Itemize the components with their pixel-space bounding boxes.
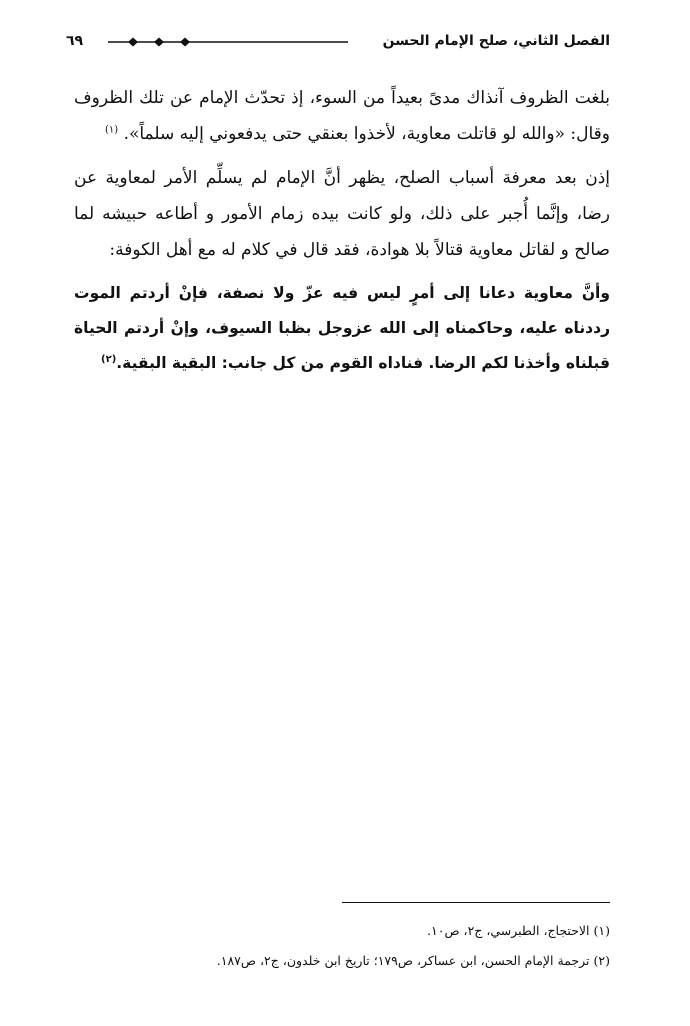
footnote-ref-1: (١) [104,124,119,136]
main-text [74,80,610,381]
paragraph-1-text: بلغت الظروف آنذاك مدىً بعيداً من السوء، إذ تحدّث الإمام عن تلك الظروف وقال: «والله لو قاتلت معاوية، لأخذوا بعنقي حتى يدفعوني إليه سلماً». [74,88,610,144]
footnotes [74,916,610,976]
chapter-header-title: الفصل الثاني، صلح الإمام الحسن [382,33,610,49]
footnote-ref-2: (٢) [101,353,117,365]
quote-text: وأنَّ معاوية دعانا إلى أمرٍ ليس فيه عزّ ولا نصفة، فإنْ أردتم الموت رددناه عليه، وحاكمناه إلى الله عزوجل بظبا السيوف، وإنْ أردتم الحياة قبلناه وأخذنا لكم الرضا. فناداه القوم من كل جانب: البقية البقية. [74,284,610,372]
paragraph-1 [74,80,610,152]
footnote-separator [342,902,610,903]
footnote-2: (٢) ترجمة الإمام الحسن، ابن عساكر، ص١٧٩؛ تاريخ ابن خلدون، ج٢، ص١٨٧. [216,953,610,968]
quote-block [74,276,610,381]
page-number: ٦٩ [66,33,84,49]
header-ornament-line [108,36,348,48]
footnote-1: (١) الاحتجاج، الطبرسي، ج٢، ص١٠. [427,923,610,938]
paragraph-2: إذن بعد معرفة أسباب الصلح، يظهر أنَّ الإمام لم يسلِّم الأمر لمعاوية عن رضا، وإنَّما أُجبر على ذلك، ولو كانت بيده زمام الأمور و أطاعه حبيشه لما صالح و لقاتل معاوية قتالاً بلا هوادة، فقد قال في كلام له مع أهل الكوفة: [74,168,610,260]
